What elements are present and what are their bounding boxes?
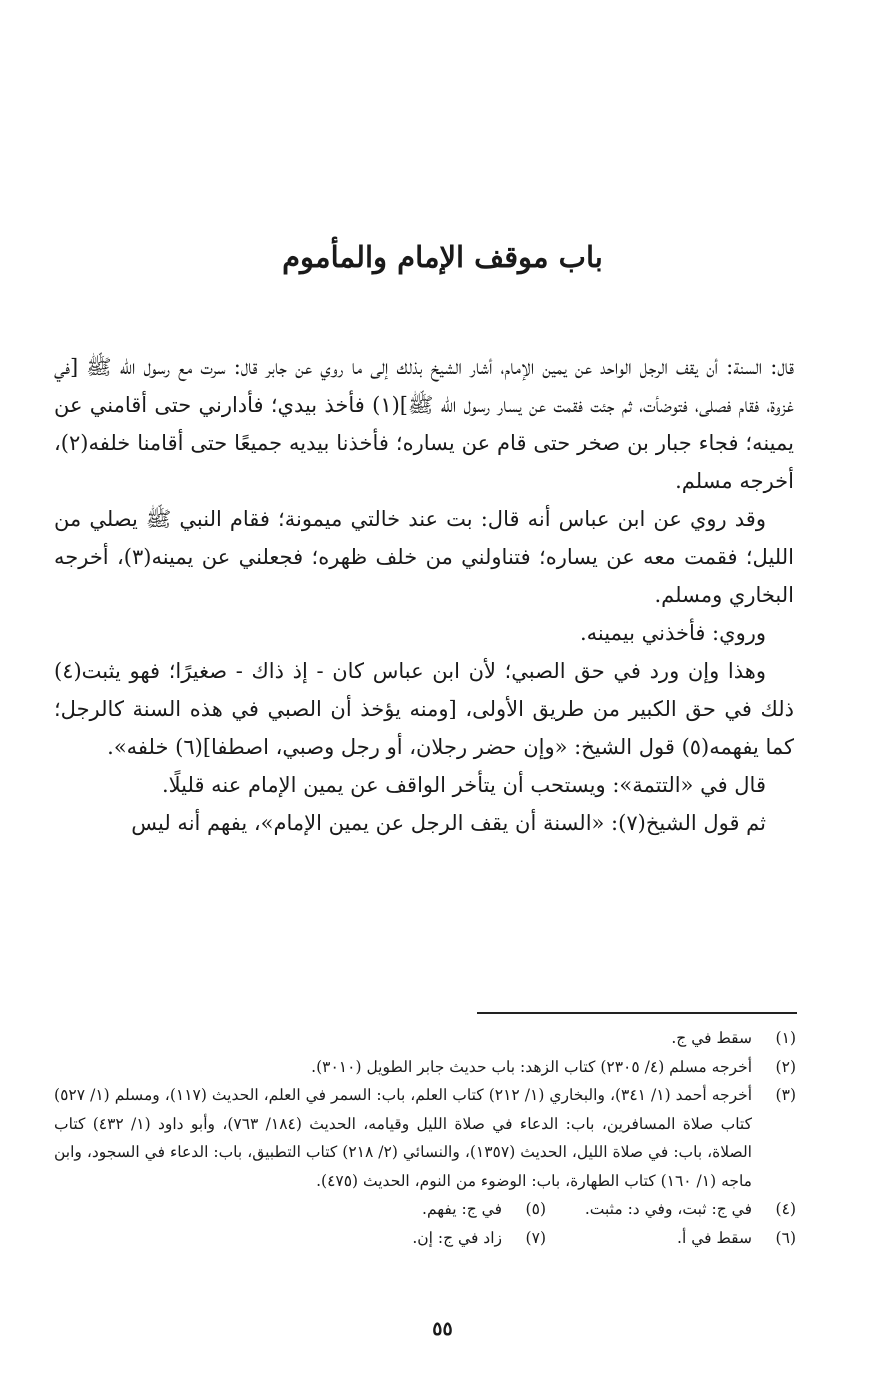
footnote-number: (١) bbox=[775, 1029, 796, 1047]
footnote-text: سقط في أ. bbox=[677, 1228, 752, 1247]
footnote-item bbox=[296, 1224, 546, 1253]
footnote-text: في ج: يفهم. bbox=[422, 1200, 502, 1218]
footnote-number: (٢) bbox=[775, 1057, 796, 1076]
footnote-text: سقط في ج. bbox=[671, 1029, 752, 1047]
footnotes bbox=[54, 1024, 796, 1252]
paragraph: قال في «التتمة»: ويستحب أن يتأخر الواقف عن يمين الإمام عنه قليلًا. bbox=[161, 773, 766, 797]
footnote-item bbox=[54, 1053, 796, 1082]
footnote-row bbox=[54, 1224, 796, 1253]
footnote-item bbox=[296, 1195, 546, 1224]
paragraph: ثم قول الشيخ(٧): «السنة أن يقف الرجل عن يمين الإمام»، يفهم أنه ليس bbox=[131, 811, 766, 835]
footnote-number: (٤) bbox=[775, 1200, 796, 1218]
footnote-number: (٥) bbox=[525, 1200, 546, 1218]
footnote-text: زاد في ج: إن. bbox=[412, 1228, 502, 1247]
footnote-number: (٦) bbox=[775, 1228, 796, 1247]
paragraph: قال: السنة: أن يقف الرجل الواحد عن يمين الإمام، أشار الشيخ بذلك إلى ما روي عن جابر قال: سرت مع رسول الله ﷺ [في غزوة، فقام فصلى، فتوضأت، ثم جئت فقمت عن يسار رسول الله ﷺ](١) فأخذ بيدي؛ فأدارني حتى أقامني عن يمينه؛ فجاء جبار بن صخر حتى قام عن يساره؛ فأخذنا بيديه جميعًا حتى أقامنا خلفه(٢)، أخرجه مسلم. bbox=[54, 355, 794, 493]
footnote-number: (٣) bbox=[775, 1086, 796, 1104]
footnote-item bbox=[54, 1024, 796, 1053]
paragraph: وروي: فأخذني بيمينه. bbox=[579, 621, 766, 645]
footnote-text: في ج: ثبت، وفي د: مثبت. bbox=[584, 1200, 752, 1218]
paragraph: وقد روي عن ابن عباس أنه قال: بت عند خالتي ميمونة؛ فقام النبي ﷺ يصلي من الليل؛ فقمت معه عن يساره؛ فتناولني من خلف ظهره؛ فجعلني عن يمينه(٣)، أخرجه البخاري ومسلم. bbox=[54, 507, 794, 607]
chapter-title: باب موقف الإمام والمأموم bbox=[282, 240, 603, 274]
footnote-row bbox=[54, 1195, 796, 1224]
footnote-item bbox=[546, 1224, 796, 1253]
main-text bbox=[54, 348, 794, 842]
footnote-text: أخرجه أحمد (١/ ٣٤١)، والبخاري (١/ ٢١٢) كتاب العلم، باب: السمر في العلم، الحديث (١١٧)، ومسلم (١/ ٥٢٧) كتاب صلاة المسافرين، باب: الدعاء في صلاة الليل وقيامه، الحديث (١٨٤/ ٧٦٣)، وأبو داود (١/ ٤٣٢) كتاب الصلاة، باب: في صلاة الليل، الحديث (١٣٥٧)، والنسائي (٢/ ٢١٨) كتاب التطبيق، باب: الدعاء في السجود، وابن ماجه (١/ ١٦٠) كتاب الطهارة، باب: الوضوء من النوم، الحديث (٤٧٥). bbox=[54, 1086, 753, 1190]
footnote-number: (٧) bbox=[525, 1228, 546, 1247]
paragraph: وهذا وإن ورد في حق الصبي؛ لأن ابن عباس كان - إذ ذاك - صغيرًا؛ فهو يثبت(٤) ذلك في حق الكبير من طريق الأولى، [ومنه يؤخذ أن الصبي في هذه السنة كالرجل؛ كما يفهمه(٥) قول الشيخ: «وإن حضر رجلان، أو رجل وصبي، اصطفا](٦) خلفه». bbox=[54, 659, 794, 759]
footnote-item bbox=[546, 1195, 796, 1224]
page-number: ٥٥ bbox=[432, 1318, 453, 1340]
footnote-item bbox=[54, 1081, 796, 1195]
footnote-divider bbox=[477, 1012, 797, 1014]
footnote-text: أخرجه مسلم (٤/ ٢٣٠٥) كتاب الزهد: باب حديث جابر الطويل (٣٠١٠). bbox=[311, 1057, 752, 1076]
